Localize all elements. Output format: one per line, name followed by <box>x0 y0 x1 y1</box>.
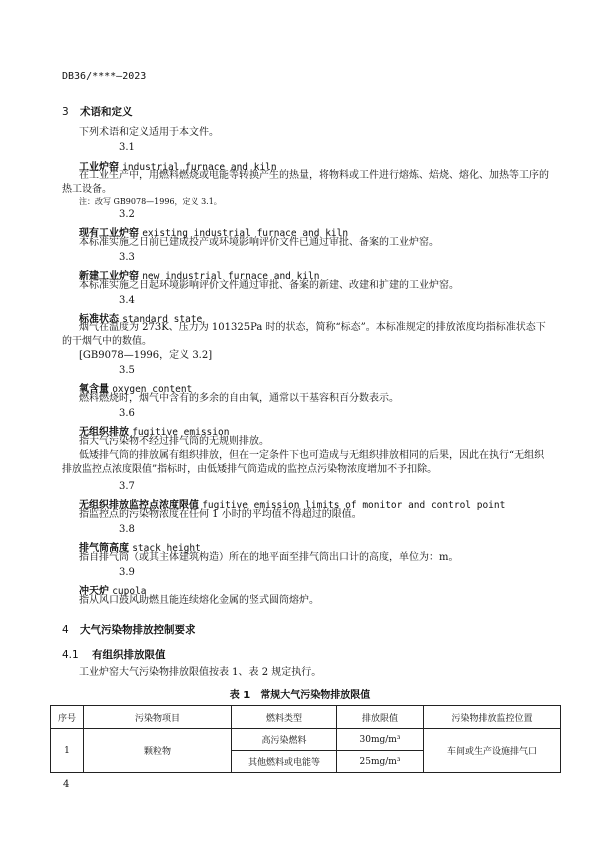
term-definition: 本标准实施之日起环境影响评价文件通过审批、备案的新建、改建和扩建的工业炉窑。 <box>79 280 459 291</box>
term-note: 注：改写 GB9078—1996，定义 3.1。 <box>79 197 222 206</box>
table-1-caption: 表 1 常规大气污染物排放限值 <box>229 690 371 701</box>
section-number: 4 <box>62 624 69 636</box>
term-en: industrial furnace and kiln <box>122 162 277 173</box>
term-definition: 指大气污染物不经过排气筒的无规则排放。 <box>79 436 269 447</box>
term-en: stack height <box>132 543 201 554</box>
section-number: 4.1 <box>62 649 79 661</box>
section-4-1-text: 工业炉窑大气污染物排放限值按表 1、表 2 规定执行。 <box>79 667 322 678</box>
term-zh: 无组织排放 <box>79 427 129 438</box>
page-number: 4 <box>63 779 70 790</box>
term-zh: 冲天炉 <box>79 586 109 597</box>
term-zh: 无组织排放监控点浓度限值 <box>79 500 199 511</box>
limit-cell: 30mg/m³ <box>337 729 424 751</box>
term-zh: 标准状态 <box>79 314 119 325</box>
term-zh: 排气筒高度 <box>79 543 129 554</box>
table-header-row <box>51 706 561 729</box>
document-code-header: DB36/****—2023 <box>62 71 147 82</box>
section-title: 术语和定义 <box>80 106 133 118</box>
term-number: 3.5 <box>119 365 135 376</box>
term-number: 3.8 <box>119 524 135 535</box>
term-definition: 指自排气筒（或其主体建筑构造）所在的地平面至排气筒出口计的高度，单位为：m。 <box>79 552 459 563</box>
term-en: cupola <box>112 586 147 597</box>
term-zh: 工业炉窑 <box>79 162 119 173</box>
term-number: 3.4 <box>119 295 135 306</box>
term-zh: 氧含量 <box>79 384 109 395</box>
section-number: 3 <box>62 106 69 118</box>
monitoring-location-cell: 车间或生产设施排气口 <box>424 729 561 773</box>
fuel-type-cell: 其他燃料或电能等 <box>232 751 337 773</box>
term-number: 3.2 <box>119 209 135 220</box>
header-cell: 污染物项目 <box>84 706 232 729</box>
term-number: 3.9 <box>119 567 135 578</box>
term-definition: 指从风口鼓风助燃且能连续熔化金属的竖式圆筒熔炉。 <box>79 595 319 606</box>
term-en: new industrial furnace and kiln <box>142 271 320 282</box>
row-number-cell: 1 <box>51 729 84 773</box>
header-cell: 污染物排放监控位置 <box>424 706 561 729</box>
term-number: 3.3 <box>119 252 135 263</box>
term-number: 3.1 <box>119 142 135 153</box>
term-definition: 燃料燃烧时，烟气中含有的多余的自由氧，通常以干基容积百分数表示。 <box>79 393 399 404</box>
header-cell: 燃料类型 <box>232 706 337 729</box>
header-cell: 序号 <box>51 706 84 729</box>
term-en: standard state <box>122 314 203 325</box>
section-4-heading <box>62 622 196 637</box>
term-definition: 在工业生产中，用燃料燃烧或电能等转换产生的热量，将物料或工件进行熔炼、焙烧、熔化、加热等工序的热工设备。 <box>62 170 549 195</box>
term-definition-extra: 低矮排气筒的排放属有组织排放，但在一定条件下也可造成与无组织排放相同的后果，因此在执行“无组织排放监控点浓度限值”指标时，由低矮排气筒造成的监控点污染物浓度增加不予扣除。 <box>62 450 545 475</box>
fuel-type-cell: 高污染燃料 <box>232 729 337 751</box>
term-number: 3.6 <box>119 408 135 419</box>
term-definition: 烟气在温度为 273K、压力为 101325Pa 时的状态，简称“标态”。本标准规定的排放浓度均指标准状态下的干烟气中的数值。 <box>62 322 546 347</box>
section-3-heading <box>62 104 133 119</box>
term-number: 3.7 <box>119 481 135 492</box>
term-zh: 现有工业炉窑 <box>79 228 139 239</box>
emission-limits-table <box>50 705 561 773</box>
term-zh: 新建工业炉窑 <box>79 271 139 282</box>
term-definition: 本标准实施之日前已建成投产或环境影响评价文件已通过审批、备案的工业炉窑。 <box>79 237 439 248</box>
term-en: fugitive emission limits of monitor and control point <box>202 500 506 511</box>
header-cell: 排放限值 <box>337 706 424 729</box>
term-en: oxygen content <box>112 384 193 395</box>
pollutant-cell: 颗粒物 <box>84 729 232 773</box>
term-en: fugitive emission <box>132 427 230 438</box>
table-row <box>51 729 561 751</box>
term-en: existing industrial furnace and kiln <box>142 228 349 239</box>
section-3-intro: 下列术语和定义适用于本文件。 <box>79 127 219 138</box>
term-reference: [GB9078—1996，定义 3.2] <box>79 350 213 361</box>
term-definition: 指监控点的污染物浓度在任何 1 小时的平均值不得超过的限值。 <box>79 509 362 520</box>
section-title: 有组织排放限值 <box>92 649 166 661</box>
limit-cell: 25mg/m³ <box>337 751 424 773</box>
section-title: 大气污染物排放控制要求 <box>80 624 196 636</box>
section-4-1-heading <box>62 647 166 662</box>
